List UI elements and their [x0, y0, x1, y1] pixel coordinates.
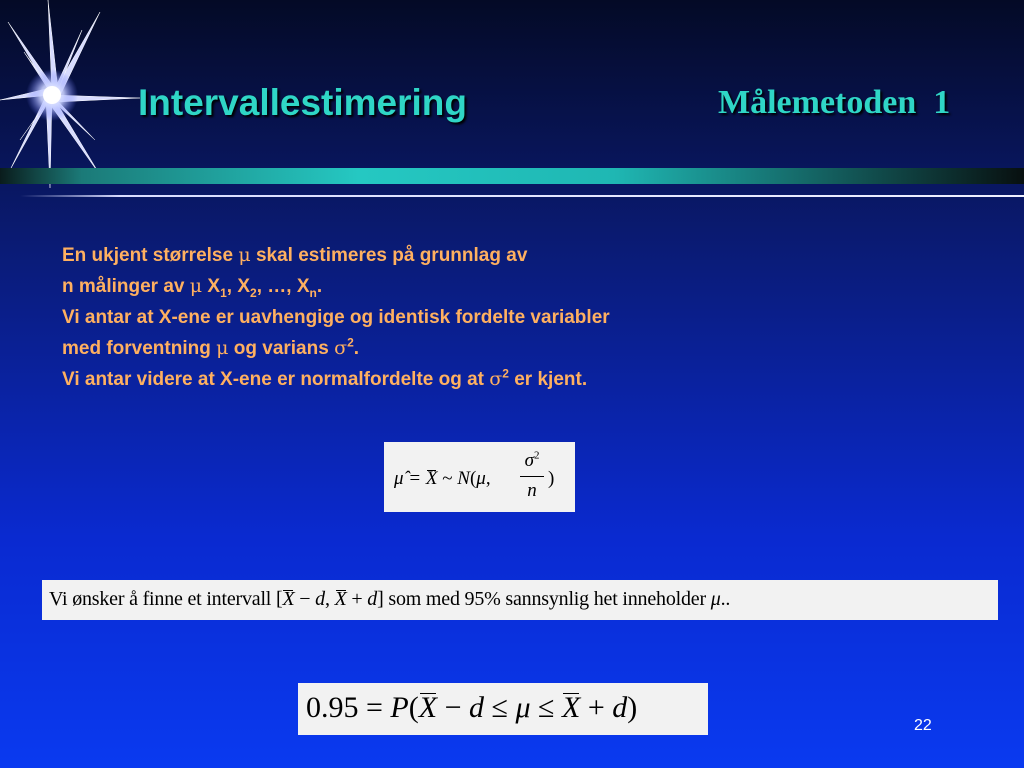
- sigma-symbol: σ: [489, 368, 503, 390]
- probability-formula: 0.95 = P(X − d ≤ μ ≤ X + d): [298, 683, 708, 735]
- variance-fraction: $\sigma^2$ n: [520, 448, 544, 503]
- sigma-symbol: σ: [334, 337, 348, 359]
- body-line-5: Vi antar videre at X-ene er normalfordelte og at $\sigma^2$ er kjent.: [62, 366, 588, 390]
- body-line-1: En ukjent størrelse μ skal estimeres på grunnlag av: [62, 244, 528, 266]
- body-line-2: n målinger av μ $X_1$, $X_2$, …, $X_n$.: [62, 275, 323, 300]
- body-paragraph: [62, 240, 610, 395]
- body-line-4: med forventning μ og varians $\sigma^2$.: [62, 335, 360, 359]
- mu-symbol: μ: [189, 275, 203, 297]
- body-line-3: Vi antar at X-ene er uavhengige og identisk fordelte variabler: [62, 307, 610, 328]
- mu-symbol: μ: [216, 337, 229, 359]
- star-burst-icon: [0, 0, 150, 190]
- page-number: 22: [914, 717, 932, 734]
- estimator-distribution-formula: μ̂ = X ~ N(μ, $\sigma^2$ n ): [384, 442, 575, 512]
- slide-title: Intervallestimering: [138, 82, 468, 123]
- mu-symbol: μ: [238, 244, 251, 266]
- interval-statement-formula: Vi ønsker å finne et intervall [X − d, X + d] som med 95% sannsynlig het inneholder μ..: [42, 580, 998, 620]
- slide-subtitle: Målemetoden 1: [718, 84, 951, 121]
- header-divider-bar: [0, 168, 1024, 184]
- header-divider-line: [20, 195, 1024, 197]
